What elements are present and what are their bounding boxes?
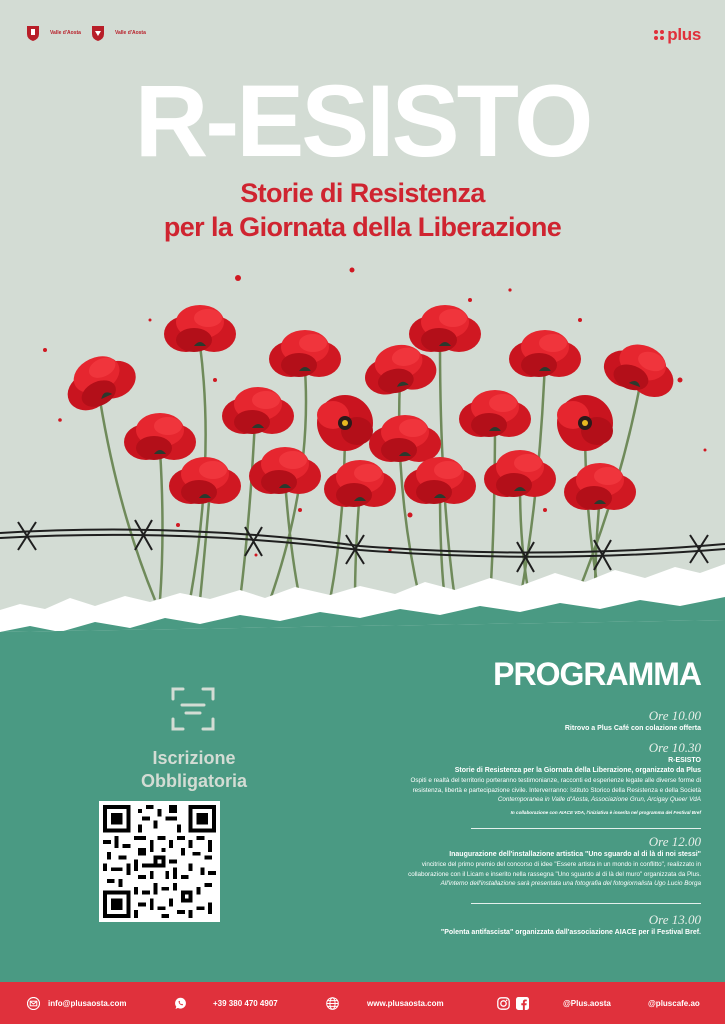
globe-icon [326,997,339,1010]
email-icon [27,997,40,1010]
time-label: Ore 12.00 [648,834,701,849]
plus-logo [654,25,701,45]
event-description-2: resistenza, libertà e partecipazione civile. Interverranno: Istituto Storico della Resistenza e della Società [412,786,701,794]
event-note: In collaborazione con AIACE VDA, l'iniziativa è inserita nel programma del Festival Bref [510,809,701,815]
logo-text-2: Valle d'Aosta [114,29,146,36]
footer-website[interactable] [326,982,444,1024]
qr-scan-icon [170,686,216,732]
footer-email[interactable] [27,982,126,1024]
instagram-icon [497,997,510,1010]
schedule-item-2 [261,740,701,815]
phone-text: +39 380 470 4907 [213,998,278,1008]
qr-code[interactable] [99,801,220,922]
event-description-3: Contemporanea in Valle d'Aosta, Associazione Grun, Arcigay Queer VdA [497,796,701,803]
event-description-1: Ospiti e realtà del territorio porteranno testimonianze, racconti ed esperienze legate alle diverse forme di [410,777,701,784]
facebook-icon [516,997,529,1010]
registration-label [100,747,288,793]
dots-icon [654,30,664,40]
footer-social-2[interactable] [648,982,700,1024]
whatsapp-icon [174,997,187,1010]
subtitle-line-1: Storie di Resistenza [240,178,485,208]
registration-line-2: Obbligatoria [140,771,247,791]
footer [0,982,725,1024]
divider [471,903,701,904]
schedule-item-3 [261,834,701,889]
time-label: Ore 10.30 [648,740,701,755]
partner-logos [26,24,146,42]
poster-subtitle [0,176,725,244]
schedule-item-4 [261,912,701,938]
event-title: Ritrovo a Plus Café con colazione offerta [564,725,701,732]
event-description-2: collaborazione con il Licam e inserito nella rassegna "Uno sguardo al di là del muro" organizzata da Plus. [408,870,701,878]
event-description-1: vincitrice del primo premio del concorso di idee "Essere artista in un mondo in conflitto", realizzato in [421,861,701,868]
divider [471,828,701,829]
time-label: Ore 10.00 [648,708,701,723]
poppies-illustration [0,260,725,660]
event-name: R-ESISTO [668,757,701,764]
social-text-2: @pluscafe.ao [648,998,700,1008]
event-title: Inaugurazione dell'installazione artistica "Uno sguardo al di là di noi stessi" [449,851,701,858]
registration-line-1: Iscrizione [152,748,236,768]
event-description-3: All'interno dell'installazione sarà presentata una fotografia del fotogiornalista Ugo Lucio Borga [440,880,701,887]
website-text: www.plusaosta.com [367,998,444,1008]
event-title: "Polenta antifascista" organizzata dall'associazione AIACE per il Festival Bref. [440,929,701,936]
brand-name: plus [667,25,701,44]
footer-social-1[interactable] [497,982,611,1024]
social-text-1: @Plus.aosta [563,998,611,1008]
subtitle-line-2: per la Giornata della Liberazione [163,212,562,242]
program-heading: PROGRAMMA [493,656,701,692]
footer-phone[interactable] [174,982,278,1024]
time-label: Ore 13.00 [648,912,701,927]
poster-title: R-ESISTO [134,64,591,178]
logo-text-1: Valle d'Aosta [50,29,81,36]
email-text: info@plusaosta.com [48,998,127,1008]
schedule-item-1 [341,708,701,734]
barbed-wire [0,520,725,572]
crest-icon [26,24,40,42]
crest-icon [91,24,105,42]
event-title: Storie di Resistenza per la Giornata della Liberazione, organizzato da Plus [454,767,701,774]
